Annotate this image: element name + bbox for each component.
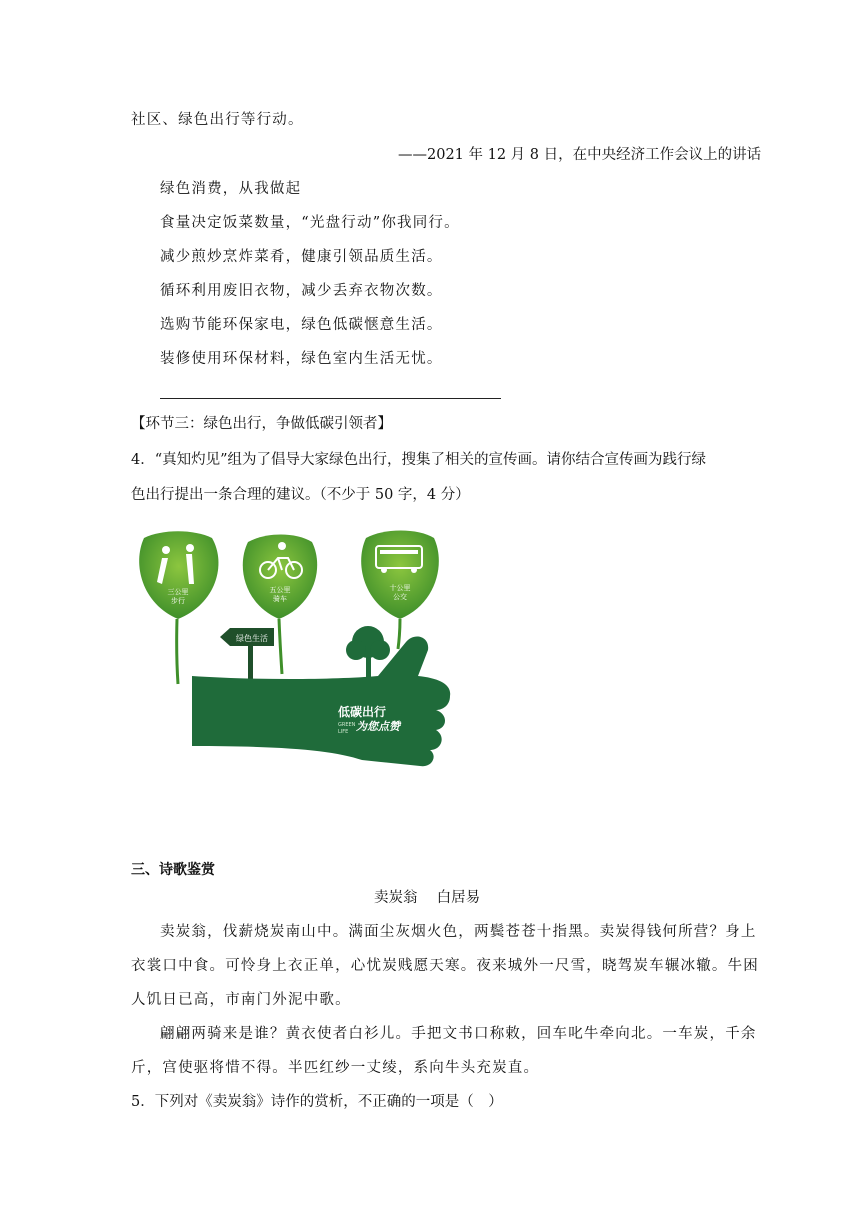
part3-heading: 三、诗歌鉴赏 bbox=[131, 862, 215, 878]
leaf-label: 三公里 bbox=[167, 588, 189, 596]
thumbs-up-hand bbox=[192, 636, 450, 766]
leaf-stem bbox=[177, 619, 178, 684]
leaf-stem bbox=[279, 619, 282, 674]
poem-line: 人饥日已高，市南门外泥中歌。 bbox=[131, 992, 351, 1008]
leaf-label: 公交 bbox=[393, 593, 407, 601]
leaf-stem bbox=[398, 619, 400, 649]
poem-line: 翩翩两骑来是谁？黄衣使者白衫儿。手把文书口称敕，回车叱牛牵向北。一车炭，千余 bbox=[160, 1026, 757, 1042]
slogan-line: 装修使用环保材料，绿色室内生活无忧。 bbox=[160, 351, 443, 367]
poem-line: 衣裳口中食。可怜身上衣正单，心忧炭贱愿天寒。夜来城外一尺雪，晓驾炭车辗冰辙。牛困 bbox=[131, 958, 759, 974]
question-4-line1: 4．“真知灼见”组为了倡导大家绿色出行，搜集了相关的宣传画。请你结合宣传画为践行绿 bbox=[131, 452, 707, 468]
poem-line: 卖炭翁，伐薪烧炭南山中。满面尘灰烟火色，两鬓苍苍十指黑。卖炭得钱何所营？身上 bbox=[160, 924, 757, 940]
intro-line: 社区、绿色出行等行动。 bbox=[131, 112, 304, 128]
green-travel-poster bbox=[132, 524, 462, 774]
slogan-line: 食量决定饭菜数量，“光盘行动”你我同行。 bbox=[160, 215, 460, 231]
question-5: 5．下列对《卖炭翁》诗作的赏析，不正确的一项是（ ） bbox=[131, 1094, 503, 1110]
sign-label: 绿色生活 bbox=[236, 634, 268, 643]
slogan-line: 选购节能环保家电，绿色低碳惬意生活。 bbox=[160, 317, 443, 333]
slogan-line: 减少煎炒烹炸菜肴，健康引领品质生活。 bbox=[160, 249, 443, 265]
slogan-title: 绿色消费，从我做起 bbox=[160, 181, 302, 197]
leaf-label: 五公里 bbox=[269, 586, 291, 594]
leaf-walk bbox=[139, 531, 218, 619]
leaf-label: 步行 bbox=[171, 597, 185, 605]
slogan-big: 低碳出行 bbox=[338, 705, 387, 719]
slogan-big: 为您点赞 bbox=[356, 720, 400, 733]
english-text: GREEN bbox=[338, 722, 356, 728]
leaf-label: 骑车 bbox=[273, 595, 287, 603]
english-text: LIFE bbox=[338, 729, 349, 735]
leaf-bus bbox=[361, 531, 439, 620]
answer-blank-line[interactable] bbox=[160, 398, 501, 399]
slogan-line: 循环利用废旧衣物，减少丢弃衣物次数。 bbox=[160, 283, 443, 299]
leaf-bike bbox=[243, 535, 317, 620]
section3-heading: 【环节三：绿色出行，争做低碳引领者】 bbox=[131, 416, 392, 432]
speech-attribution: ——2021 年 12 月 8 日，在中央经济工作会议上的讲话 bbox=[398, 147, 762, 163]
leaf-label: 十公里 bbox=[389, 584, 411, 592]
poem-title: 卖炭翁 白居易 bbox=[374, 890, 481, 906]
question-4-line2: 色出行提出一条合理的建议。（不少于 50 字，4 分） bbox=[131, 487, 470, 503]
poem-line: 斤，宫使驱将惜不得。半匹红纱一丈绫，系向牛头充炭直。 bbox=[131, 1060, 540, 1076]
